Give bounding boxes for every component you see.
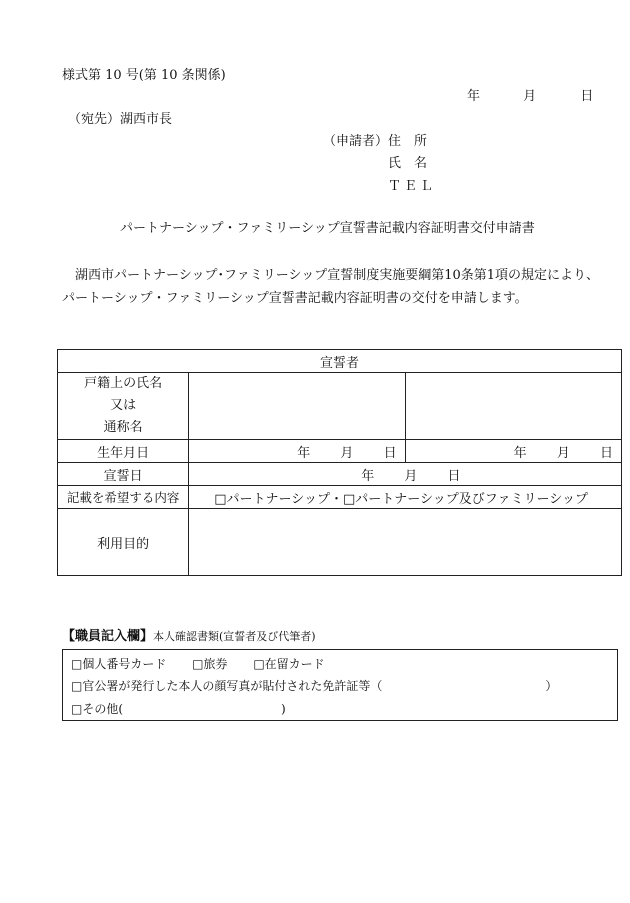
content-options — [189, 486, 622, 509]
document-title: パートナーシップ・ファミリーシップ宣誓書記載内容証明書交付申請書 — [120, 221, 535, 236]
applicant-address-label: 住 所 — [388, 134, 428, 149]
addressee: （宛先）湖西市長 — [68, 112, 173, 127]
row3-close-paren: ) — [281, 702, 286, 716]
checkbox-other[interactable]: □その他( — [71, 702, 124, 716]
checkbox-my-number-card[interactable]: □個人番号カード — [71, 657, 167, 671]
checkbox-residence-card[interactable]: □在留カード — [253, 657, 325, 671]
option-separator: ・ — [329, 491, 343, 507]
name-field-person2[interactable] — [405, 373, 621, 440]
staff-section-heading — [62, 625, 316, 644]
name-label-line1: 戸籍上の氏名 — [84, 376, 163, 391]
application-date — [467, 85, 593, 104]
purpose-label: 利用目的 — [58, 509, 189, 576]
name-label-line2: 又は — [110, 398, 137, 413]
name-label-cell — [58, 373, 189, 440]
birth-day-unit-1: 日 — [383, 445, 397, 461]
birth-month-unit-2: 月 — [556, 445, 570, 461]
option-partnership-familyship-checkbox[interactable]: □パートナーシップ及びファミリーシップ — [343, 491, 588, 507]
name-field-person1[interactable] — [189, 373, 405, 440]
birth-day-unit-2: 日 — [599, 445, 613, 461]
staff-row-2 — [71, 677, 557, 694]
applicant-tel-label: ＴＥＬ — [388, 179, 437, 194]
birth-month-unit-1: 月 — [340, 445, 354, 461]
body-text-line1: 湖西市パートナーシップ･ファミリーシップ宣誓制度実施要綱第10条第1項の規定により、 — [75, 268, 600, 283]
checkbox-passport[interactable]: □旅券 — [192, 657, 228, 671]
oath-date-field[interactable] — [189, 463, 622, 486]
applicant-name-label: 氏 名 — [388, 156, 428, 171]
option-partnership-checkbox[interactable]: □パートナーシップ — [214, 491, 330, 507]
name-label-line3: 通称名 — [103, 420, 143, 435]
staff-section-title: 【職員記入欄】 — [62, 629, 154, 644]
oath-table-header: 宣誓者 — [58, 350, 622, 373]
staff-row-1 — [71, 655, 325, 672]
oath-month-unit: 月 — [404, 468, 418, 484]
body-text-line2: パートーシップ・ファミリーシップ宣誓書記載内容証明書の交付を申請します。 — [62, 291, 528, 306]
date-day: 日 — [580, 89, 594, 104]
row2-close-paren: ） — [545, 679, 558, 693]
content-label: 記載を希望する内容 — [58, 486, 189, 509]
oath-day-unit: 日 — [447, 468, 461, 484]
checkbox-photo-license[interactable]: □官公署が発行した本人の顔写真が貼付された免許証等（ — [71, 679, 383, 693]
form-number: 様式第 10 号(第 10 条関係) — [62, 68, 226, 83]
staff-row-3 — [71, 700, 286, 717]
birth-year-unit-1: 年 — [297, 445, 311, 461]
applicant-label: （申請者） — [323, 134, 389, 149]
birthdate-field-person2[interactable] — [405, 440, 621, 463]
oath-year-unit: 年 — [361, 468, 375, 484]
birthdate-label: 生年月日 — [58, 440, 189, 463]
date-year: 年 — [467, 89, 481, 104]
date-month: 月 — [523, 89, 537, 104]
staff-id-box — [62, 649, 618, 721]
oath-table — [57, 349, 622, 576]
birth-year-unit-2: 年 — [513, 445, 527, 461]
staff-section-subtitle: 本人確認書類(宣誓者及び代筆者) — [153, 630, 316, 643]
purpose-field[interactable] — [189, 509, 622, 576]
birthdate-field-person1[interactable] — [189, 440, 405, 463]
oath-date-label: 宣誓日 — [58, 463, 189, 486]
